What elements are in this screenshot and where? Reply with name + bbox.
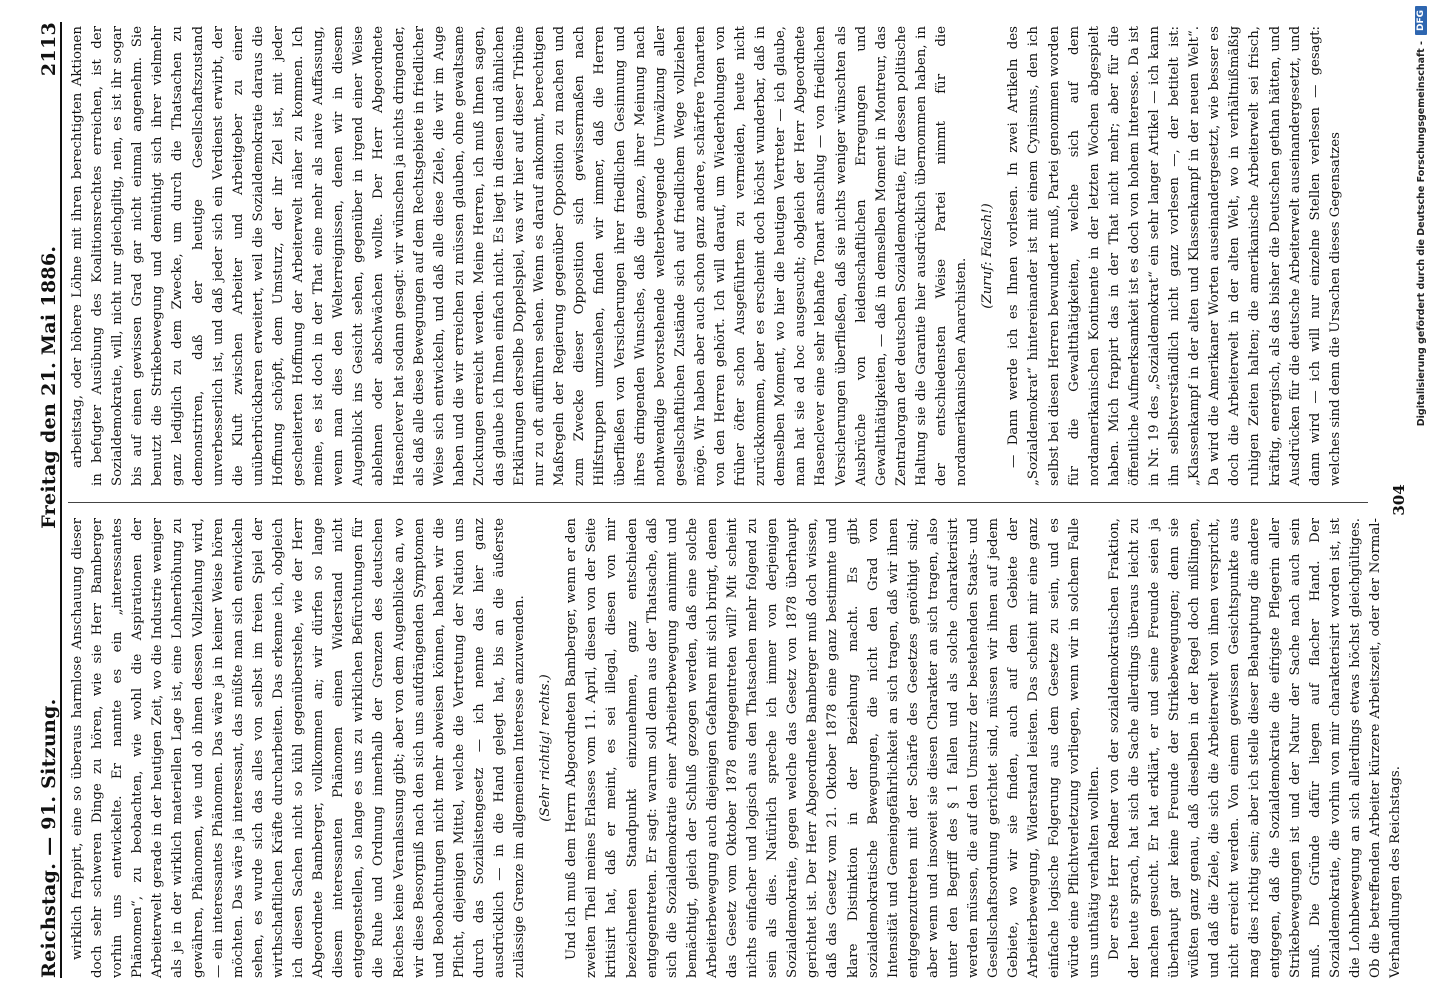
scan-number: 304 <box>1390 484 1408 516</box>
dfg-attribution-strip <box>1410 0 1432 1000</box>
interjection: (Zuruf: Falsch!) <box>980 203 996 309</box>
paragraph: Der erste Herr Redner von der sozialdemokratischen Fraktion, der heute sprach, hat sich die Sache allerdings überaus leicht zu machen gesucht. Er hat erklärt, er und seine Freunde seien ja überhaupt gar keine Freunde der Strikebewegungen; denn sie wüßten ganz genau, daß dieselben in der Regel doch mißlingen, und daß die Ziele, die sich die Arbeiterwelt von ihnen verspricht, nicht erreicht werden. Von einem gewissen Gesichtspunkte aus mag dies richtig sein; aber ich stelle dieser Behauptung die andere entgegen, daß die Sozialdemokratie die eifrigste Pflegerin aller Strikebewegungen ist und der Natur der Sache nach auch sein muß. Die Gründe dafür liegen auf flacher Hand. Der Sozialdemokratie, die vorhin von mir charakterisirt worden ist, ist die Lohnbewegung an sich allerdings etwas höchst gleichgültiges. Ob die betreffenden Arbeiter kürzere Arbeitszeit, oder der Normal-Verhandlungen des Reichstags. <box>1106 518 1404 978</box>
paragraph: — Dann werde ich es Ihnen vorlesen. In zwei Artikeln des „Sozialdemokrat“ hintereinander ist mit einem Cynismus, den ich selbst bei diesen Herren bewundert muß, Partei genommen worden für die Gewaltthätigkeiten, welche sich auf dem nordamerikanischen Kontinente in der letzten Wochen abgespielt haben. Mich frappirt das in der That nicht mehr; aber für die öffentliche Aufmerksamkeit ist es doch von hohem Interesse. Da ist in Nr. 19 des „Sozialdemokrat“ ein sehr langer Artikel — ich kann ihn selbstverständlich nicht ganz vorlesen —, der betitelt ist: „Klassenkampf in der alten und Klassenkampf in der neuen Welt“. Da wird die Amerikaner Worten auseinandergesetzt, wie besser es doch die Arbeiterwelt in der alten Welt, wo in verhältnißmäßig ruhigen Zeiten halten; die amerikanische Arbeiterwelt sei frisch, kräftig, energisch, als das bisher die Deutschen gethan hätten, und Ausdrücken für die deutsche Arbeiterwelt auseinandergesetzt, und dann wird — ich will nur einzelne Stellen verlesen — gesagt: welches sind denn die Ursachen dieses Gegensatzes <box>1006 26 1343 486</box>
paragraph: arbeitstag, oder höhere Löhne mit ihren berechtigten Aktionen in befugter Ausübung des Koalitionsrechtes erreichen, ist der Sozialdemokratie, will, nicht nur gleichgiltig, nein, es ist ihr sogar bis auf einen gewissen Grad gar nicht einmal angenehm. Sie benutzt die Strikebewegung und demüthigt sich ihrer vielmehr ganz lediglich zu dem Zwecke, um durch die Thatsachen zu demonstriren, daß der heutige Gesellschaftszustand unverbesserlich ist, und daß jeder sich ein Verdienst erwirbt, der die Kluft zwischen Arbeiter und Arbeitgeber zu einer unüberbrückbaren erweitert, weil die Sozialdemokratie daraus die Hoffnung schöpft, dem Umsturz, der ihr Ziel ist, mit jeder gescheiterten Hoffnung der Arbeiterwelt näher zu kommen. Ich meine, es ist doch in der That eine mehr als naive Auffassung, wenn man dies den Welterreignissen, denen wir in diesem Augenblick ins Gesicht sehen, gegenüber in irgend einer Weise ablehnen oder abschwächen wollte. Der Herr Abgeordnete Hasenclever hat sodann gesagt: wir wünschen ja nichts dringender, als daß alle diese Bewegungen auf dem Rechtsgebiete in friedlicher Weise sich entwickeln, und daß alle diese Ziele, die wir im Auge haben und die wir erreichen zu müssen glauben, ohne gewaltsame Zuckungen erreicht werden. Meine Herren, ich muß Ihnen sagen, das glaube ich Ihnen einfach nicht. Es liegt in diesen und ähnlichen Erklärungen derselbe Doppelspiel, was wir hier auf dieser Tribüne nur zu oft aufführen sehen. Wenn es darauf ankommt, berechtigen Maßregeln der Regierung gegenüber Opposition zu machen und zum Zwecke dieser Opposition sich gewissermaßen nach Hilfstruppen umzusehen, finden wir immer, daß die Herren überfließen von Versicherungen ihrer friedlichen Gesinnung und ihres dringenden Wunsches, daß die ganze, ihrer Meinung nach nothwendige bevorstehende welterbewegende Umwälzung aller gesellschaftlichen Zustände sich auf friedlichem Wege vollziehen möge. Wir haben aber auch schon ganz andere, schärfere Tonarten von den Herren gehört. Ich will darauf, um Wiederholungen von früher öfter schon Ausgeführtem zu vermeiden, heute nicht zurückkommen, aber es erscheint doch höchst wunderbar, daß in demselben Moment, wo hier die heutigen Vertreter — ich glaube, man hat sie ad hoc ausgesucht; obgleich der Herr Abgeordnete Hasenclever eine sehr lebhafte Tonart anschlug — von friedlichen Versicherungen überfließen, daß sie nichts weniger wünschten als Ausbrüche von leidenschaftlichen Erregungen und Gewaltthätigkeiten, — daß in demselben Moment in Montreur, das Zentralorgan der deutschen Sozialdemokratie, für dessen politische Haltung sie die Garantie hier ausdrücklich übernommen haben, in der entschiedensten Weise Partei nimmt für die nordamerikanischen Anarchisten. <box>70 26 970 486</box>
left-column <box>68 518 1404 978</box>
column-divider <box>68 502 1368 503</box>
header-left: Reichstag. — 91. Sitzung. <box>38 698 60 978</box>
right-column <box>68 26 1368 486</box>
paragraph: Und ich muß dem Herrn Abgeordneten Bamberger, wenn er den zweiten Theil meines Erlasses vom 11. April, diesen von der Seite kritisirt hat, daß er meint, es sei illegal, diesen von mir bezeichneten Standpunkt einzunehmen, ganz entschieden entgegentreten. Er sagt: warum soll denn aus der Thatsache, daß sich die Sozialdemokratie einer Arbeiterbewegung annimmt und bemächtigt, gleich der Schluß gezogen werden, daß eine solche Arbeiterbewegung auch diejenigen Gefahren mit sich bringt, denen das Gesetz vom Oktober 1878 entgegentreten will? Mit scheint nichts einfacher und logisch aus den Thatsachen mehr folgend zu sein als dies. Natürlich spreche ich immer von derjenigen Sozialdemokratie, gegen welche das Gesetz von 1878 überhaupt gerichtet ist. Der Herr Abgeordnete Bamberger muß doch wissen, daß das Gesetz vom 21. Oktober 1878 eine ganz bestimmte und klare Distinktion in der Beziehung macht. Es gibt sozialdemokratische Bewegungen, die nicht den Grad von Intensität und Gemeingefährlichkeit an sich tragen, daß wir ihnen entgegenzutreten mit der Schärfe des Gesetzes genöthigt sind; aber wenn und insoweit sie diesen Charakter an sich tragen, also unter den Begriff des § 1 fallen und als solche charakterisirt werden müssen, die auf den Umsturz der bestehenden Staats- und Gesellschaftsordnung gerichtet sind, müssen wir ihnen auf jedem Gebiete, wo wir sie finden, auch auf dem Gebiete der Arbeiterbewegung, Widerstand leisten. Das scheint mir eine ganz einfache logische Folgerung aus dem Gesetze zu sein, und es würde eine Pflichtverletzung vorliegen, wenn wir in solchem Falle uns unthätig verhalten wollten. <box>564 518 1102 978</box>
header-date: Freitag den 21. Mai 1886. <box>38 245 60 529</box>
dfg-attribution-text: Digitalisierung gefördert durch die Deutsche Forschungsgemeinschaft - <box>1415 41 1427 427</box>
page-number: 2113 <box>38 22 60 77</box>
interjection: (Sehr richtig! rechts.) <box>538 674 554 822</box>
paragraph: wirklich frappirt, eine so überaus harmlose Anschauung dieser doch sehr schweren Dinge zu hören, wie sie Herr Bamberger vorhin uns entwickelte. Er nannte es ein „interessantes Phänomen“, zu beobachten, wie wohl die Aspirationen der Arbeiterwelt gerade in der heutigen Zeit, wo die Industrie weniger als je in der wirklich materiellen Lage ist, eine Lohnerhöhung zu gewähren, Phänomen, wie und ob ihnen dessen Vollziehung wird, — ein interessantes Phänomen. Das wäre ja in keiner Weise hören möchten. Das wäre ja interessant, das müßte man sich entwickeln sehen, es wurde sich das alles von selbst im freien Spiel der wirthschaftlichen Kräfte durcharbeiten. Das erkenne ich, obgleich ich diesen Sachen nicht so kühl gegenüberstehe, wie der Herr Abgeordnete Bamberger, vollkommen an; wir dürfen so lange diesem interessanten Phänomen einen Widerstand nicht entgegenstellen, so lange es uns zu wirklichen Befürchtungen für die Ruhe und Ordnung innerhalb der Grenzen des deutschen Reiches keine Veranlassung gibt; aber von dem Augenblicke an, wo wir diese Besorgniß nach den sich uns aufdrängenden Symptomen und Beobachtungen nicht mehr abweisen können, haben wir die Pflicht, diejenigen Mittel, welche die Vertretung der Nation uns durch das Sozialistengesetz — ich nenne das hier ganz ausdrücklich — in die Hand gelegt hat, bis an die äußerste zulässige Grenze im allgemeinen Interesse anzuwenden. <box>70 518 528 978</box>
running-header <box>18 22 62 978</box>
dfg-logo: DFG <box>1415 6 1427 35</box>
